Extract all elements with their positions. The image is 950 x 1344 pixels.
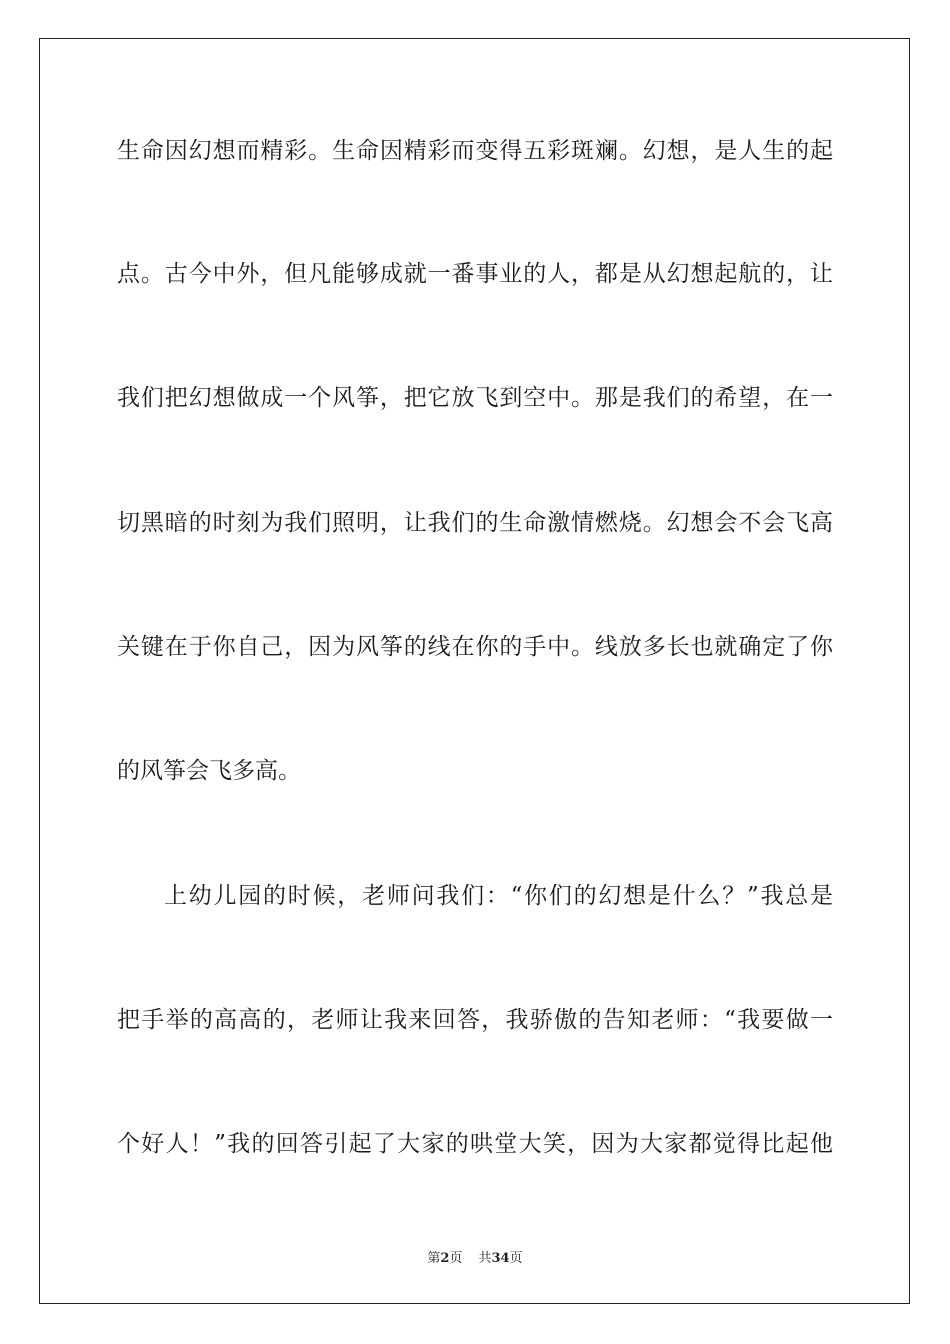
total-suffix: 页 <box>509 1251 523 1266</box>
page-footer <box>0 1247 950 1266</box>
text-line-9: 个好人！”我的回答引起了大家的哄堂大笑，因为大家都觉得比起他 <box>117 1131 833 1157</box>
page-suffix: 页 <box>449 1251 463 1266</box>
page-number: 2 <box>440 1251 450 1266</box>
text-line-3: 我们把幻想做成一个风筝，把它放飞到空中。那是我们的希望，在一 <box>117 385 833 411</box>
text-line-7: 上幼儿园的时候，老师问我们：“你们的幻想是什么？”我总是 <box>164 883 833 909</box>
text-line-1: 生命因幻想而精彩。生命因精彩而变得五彩斑斓。幻想，是人生的起 <box>117 138 833 164</box>
page-prefix: 第 <box>427 1251 441 1266</box>
text-line-4: 切黑暗的时刻为我们照明，让我们的生命激情燃烧。幻想会不会飞高 <box>117 510 833 536</box>
text-line-6: 的风筝会飞多高。 <box>117 758 301 784</box>
total-pages: 34 <box>491 1251 510 1266</box>
page-border <box>39 38 910 1304</box>
text-line-5: 关键在于你自己，因为风筝的线在你的手中。线放多长也就确定了你 <box>117 634 833 660</box>
text-line-2: 点。古今中外，但凡能够成就一番事业的人，都是从幻想起航的，让 <box>117 261 833 287</box>
text-line-8: 把手举的高高的，老师让我来回答，我骄傲的告知老师：“我要做一 <box>117 1007 833 1033</box>
total-prefix: 共 <box>478 1251 492 1266</box>
